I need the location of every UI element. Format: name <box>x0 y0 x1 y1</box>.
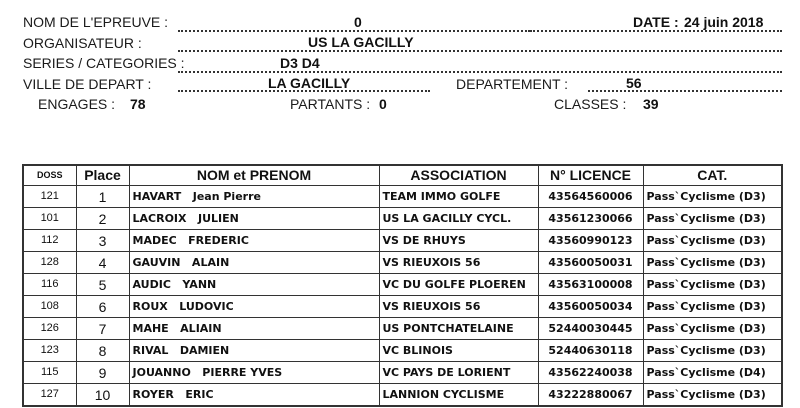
name-cell: ROYER ERIC <box>129 384 379 407</box>
table-header-row <box>23 165 782 186</box>
doss-cell: 126 <box>23 318 76 340</box>
series-label: SERIES / CATEGORIES : <box>23 55 185 71</box>
association-cell: VC DU GOLFE PLOEREN <box>379 274 538 296</box>
place-cell: 6 <box>76 296 129 318</box>
name-cell: LACROIX JULIEN <box>129 208 379 230</box>
col-header-name: NOM et PRENOM <box>129 165 379 186</box>
table-row <box>23 230 782 252</box>
category-cell: Pass`Cyclisme (D3) <box>643 208 782 230</box>
category-cell: Pass`Cyclisme (D4) <box>643 362 782 384</box>
date-value: 24 juin 2018 <box>684 14 764 30</box>
table-row <box>23 318 782 340</box>
licence-cell: 43222880067 <box>538 384 643 407</box>
category-cell: Pass`Cyclisme (D3) <box>643 274 782 296</box>
category-cell: Pass`Cyclisme (D3) <box>643 230 782 252</box>
licence-cell: 43563100008 <box>538 274 643 296</box>
table-row <box>23 340 782 362</box>
association-cell: VC PAYS DE LORIENT <box>379 362 538 384</box>
association-cell: VC BLINOIS <box>379 340 538 362</box>
doss-cell: 112 <box>23 230 76 252</box>
category-cell: Pass`Cyclisme (D3) <box>643 252 782 274</box>
licence-cell: 52440630118 <box>538 340 643 362</box>
association-cell: US PONTCHATELAINE <box>379 318 538 340</box>
doss-cell: 115 <box>23 362 76 384</box>
doss-cell: 101 <box>23 208 76 230</box>
doss-cell: 123 <box>23 340 76 362</box>
place-cell: 4 <box>76 252 129 274</box>
category-cell: Pass`Cyclisme (D3) <box>643 384 782 407</box>
epreuve-dotted-line <box>178 30 530 32</box>
doss-cell: 121 <box>23 186 76 208</box>
engages-value: 78 <box>130 96 146 112</box>
doss-cell: 128 <box>23 252 76 274</box>
col-header-licence: N° LICENCE <box>538 165 643 186</box>
partants-value: 0 <box>379 96 387 112</box>
col-header-place: Place <box>76 165 129 186</box>
date-dotted-line <box>530 30 782 32</box>
engages-label: ENGAGES : <box>38 96 116 112</box>
name-cell: HAVART Jean Pierre <box>129 186 379 208</box>
name-cell: MAHE ALIAIN <box>129 318 379 340</box>
doss-cell: 127 <box>23 384 76 407</box>
association-cell: VS RIEUXOIS 56 <box>379 296 538 318</box>
name-cell: GAUVIN ALAIN <box>129 252 379 274</box>
licence-cell: 43561230066 <box>538 208 643 230</box>
association-cell: LANNION CYCLISME <box>379 384 538 407</box>
table-row <box>23 296 782 318</box>
doss-cell: 116 <box>23 274 76 296</box>
association-cell: VS DE RHUYS <box>379 230 538 252</box>
table-row <box>23 252 782 274</box>
category-cell: Pass`Cyclisme (D3) <box>643 340 782 362</box>
association-cell: US LA GACILLY CYCL. <box>379 208 538 230</box>
col-header-association: ASSOCIATION <box>379 165 538 186</box>
category-cell: Pass`Cyclisme (D3) <box>643 318 782 340</box>
place-cell: 1 <box>76 186 129 208</box>
table-row <box>23 186 782 208</box>
table-row <box>23 208 782 230</box>
classes-label: CLASSES : <box>554 96 627 112</box>
name-cell: AUDIC YANN <box>129 274 379 296</box>
licence-cell: 43560050034 <box>538 296 643 318</box>
table-row <box>23 274 782 296</box>
place-cell: 2 <box>76 208 129 230</box>
place-cell: 5 <box>76 274 129 296</box>
series-value: D3 D4 <box>280 55 320 71</box>
name-cell: RIVAL DAMIEN <box>129 340 379 362</box>
name-cell: MADEC FREDERIC <box>129 230 379 252</box>
col-header-cat: CAT. <box>643 165 782 186</box>
ville-value: LA GACILLY <box>268 75 351 91</box>
classes-value: 39 <box>643 96 659 112</box>
date-label: DATE : <box>633 14 679 30</box>
place-cell: 3 <box>76 230 129 252</box>
place-cell: 8 <box>76 340 129 362</box>
category-cell: Pass`Cyclisme (D3) <box>643 186 782 208</box>
association-cell: TEAM IMMO GOLFE <box>379 186 538 208</box>
table-row <box>23 384 782 407</box>
licence-cell: 43560050031 <box>538 252 643 274</box>
departement-label: DEPARTEMENT : <box>456 76 569 92</box>
place-cell: 10 <box>76 384 129 407</box>
licence-cell: 43564560006 <box>538 186 643 208</box>
doss-cell: 108 <box>23 296 76 318</box>
licence-cell: 43562240038 <box>538 362 643 384</box>
name-cell: JOUANNO PIERRE YVES <box>129 362 379 384</box>
col-header-doss: DOSS <box>23 165 76 186</box>
departement-value: 56 <box>626 75 642 91</box>
organisateur-value: US LA GACILLY <box>308 34 414 50</box>
results-table <box>22 164 783 407</box>
place-cell: 9 <box>76 362 129 384</box>
association-cell: VS RIEUXOIS 56 <box>379 252 538 274</box>
partants-label: PARTANTS : <box>290 96 371 112</box>
category-cell: Pass`Cyclisme (D3) <box>643 296 782 318</box>
table-row <box>23 362 782 384</box>
series-dotted-line <box>178 71 782 73</box>
ville-dotted-line <box>178 90 430 92</box>
licence-cell: 43560990123 <box>538 230 643 252</box>
place-cell: 7 <box>76 318 129 340</box>
epreuve-value: 0 <box>354 14 362 30</box>
departement-dotted-line <box>588 90 782 92</box>
licence-cell: 52440030445 <box>538 318 643 340</box>
epreuve-label: NOM DE L'EPREUVE : <box>23 14 169 30</box>
organisateur-dotted-line <box>178 50 782 52</box>
name-cell: ROUX LUDOVIC <box>129 296 379 318</box>
organisateur-label: ORGANISATEUR : <box>23 35 142 51</box>
ville-label: VILLE DE DEPART : <box>23 76 152 92</box>
